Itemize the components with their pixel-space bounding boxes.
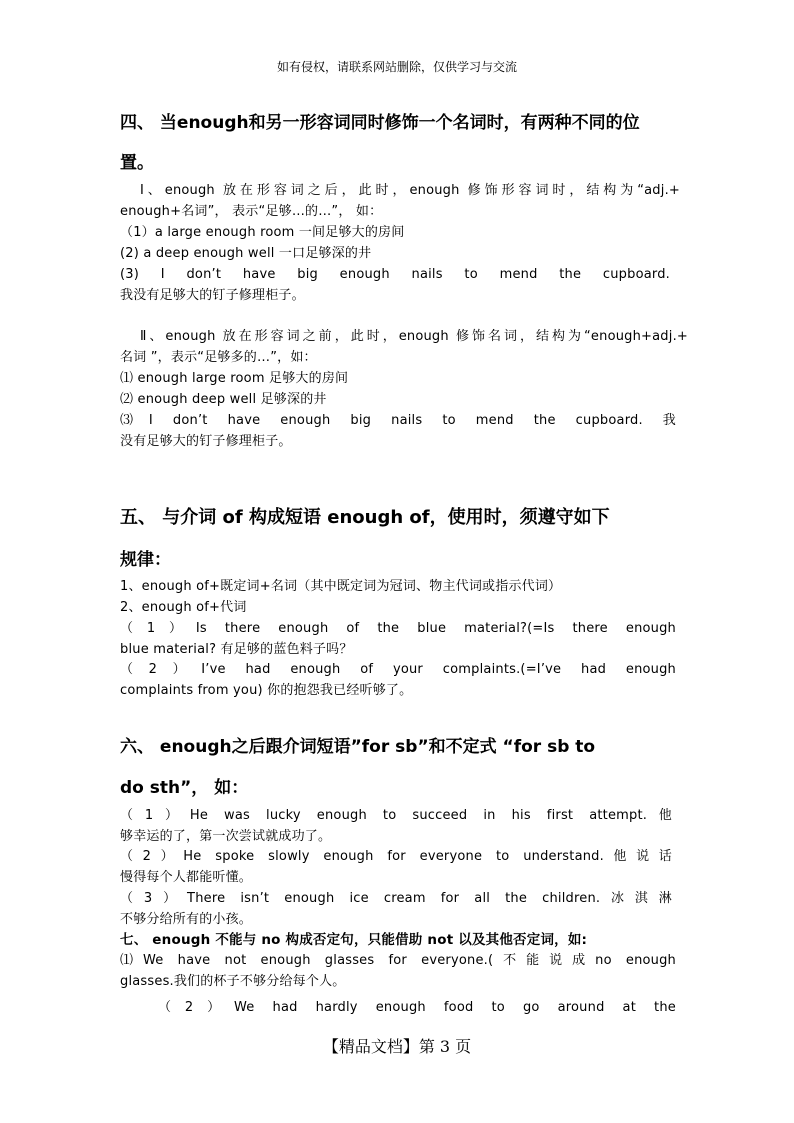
sec6-example1-line1: （1）He was lucky enough to succeed in his first attempt.他 [120,808,672,823]
sec5-rule1: 1、enough of+既定词+名词（其中既定词为冠词、物主代词或指示代词） [120,579,562,594]
sec4-p1-example3: (3) I don’t have big enough nails to mend the cupboard. [120,267,670,282]
sec4-p2-line2: 名词 ”，表示“足够多的…”，如： [120,350,317,365]
section-6-title-cont: do sth”， 如： [120,778,249,798]
sec5-example1-line1: （1）Is there enough of the blue material?(=Is there enough [120,621,676,636]
section-5-title-cont: 规律： [120,550,171,570]
section-6-title: 六、 enough之后跟介词短语”for sb”和不定式 “for sb to [120,737,596,757]
sec4-p2-line1: Ⅱ、enough 放在形容词之前，此时，enough 修饰名词，结构为“enough+adj.+ [140,329,688,344]
sec4-p1-line1: Ⅰ、enough 放在形容词之后，此时，enough 修饰形容词时，结构为“adj.+ [140,183,680,198]
sec6-example1-line2: 够幸运的了，第一次尝试就成功了。 [120,829,332,844]
sec6-example2-line2: 慢得每个人都能听懂。 [120,870,253,885]
sec6-example3-line1: （3）There isn’t enough ice cream for all the children.冰淇淋 [120,891,672,906]
section-4-title-cont: 置。 [120,153,154,173]
section-7-title: 七、 enough 不能与 no 构成否定句，只能借助 not 以及其他否定词，如: [120,932,588,948]
sec7-example1-line2: glasses.我们的杯子不够分给每个人。 [120,974,346,989]
sec7-example1-line1: ⑴We have not enough glasses for everyone.(不能说成no enough [120,953,676,968]
sec4-p2-example1: ⑴ enough large room 足够大的房间 [120,371,349,386]
sec4-p2-example2: ⑵ enough deep well 足够深的井 [120,392,327,407]
sec5-example2-line1: （2）I’ve had enough of your complaints.(=I’ve had enough [120,662,676,677]
sec6-example2-line1: （2）He spoke slowly enough for everyone to understand.他说话 [120,849,672,864]
sec4-p2-example3-translation: 没有足够大的钉子修理柜子。 [120,434,292,449]
sec5-example2-line2: complaints from you) 你的抱怨我已经听够了。 [120,683,413,698]
sec6-example3-line2: 不够分给所有的小孩。 [120,912,253,927]
page-header: 如有侵权，请联系网站删除，仅供学习与交流 [276,60,517,74]
sec4-p2-example3: ⑶I don’t have enough big nails to mend the cupboard. 我 [120,413,676,428]
section-4-title: 四、 当enough和另一形容词同时修饰一个名词时，有两种不同的位 [120,113,640,133]
sec4-p1-example1: （1）a large enough room 一间足够大的房间 [120,225,405,240]
sec5-rule2: 2、enough of+代词 [120,600,247,615]
section-5-title: 五、 与介词 of 构成短语 enough of，使用时，须遵守如下 [120,507,610,528]
sec4-p1-example3-translation: 我没有足够大的钉子修理柜子。 [120,288,305,303]
sec7-example2-line1: （2）We had hardly enough food to go around at the [158,1000,676,1015]
sec5-example1-line2: blue material? 有足够的蓝色料子吗？ [120,642,353,657]
page-footer: 【精品文档】第 3 页 [322,1037,472,1056]
sec4-p1-line2: enough+名词”， 表示“足够…的…”， 如： [120,204,383,219]
sec4-p1-example2: (2) a deep enough well 一口足够深的井 [120,246,372,261]
